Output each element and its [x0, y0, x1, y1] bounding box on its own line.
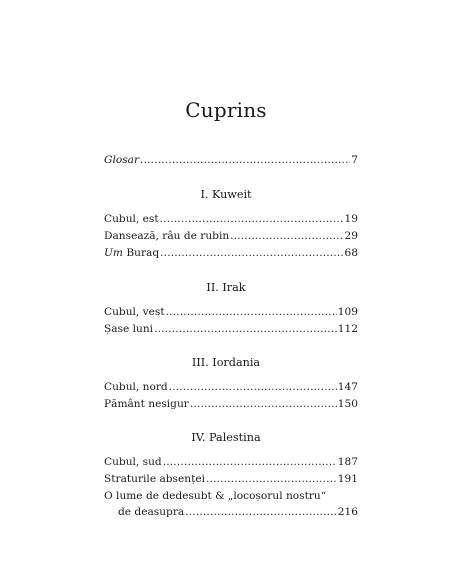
section-heading-iordania: III. Iordania [191, 356, 261, 369]
dot-leader [154, 321, 337, 337]
toc-entry-page: 109 [337, 306, 358, 318]
toc-entry-title: Glosar [104, 154, 140, 166]
toc-entry-page: 216 [337, 506, 358, 518]
dot-leader [160, 211, 344, 227]
toc-entry[interactable] [104, 304, 358, 320]
toc-entry-title-italic: Um [104, 247, 123, 259]
toc-entry-page: 7 [351, 154, 358, 166]
toc-entry[interactable] [104, 396, 358, 412]
page-title: Cuprins [185, 98, 267, 122]
dot-leader [230, 228, 343, 244]
dot-leader [206, 471, 337, 487]
toc-entry-title: Șase luni [104, 323, 154, 335]
toc-entry-title: Cubul, nord [104, 381, 168, 393]
dot-leader [185, 504, 337, 520]
toc-entry-title: Pământ nesigur [104, 398, 189, 410]
dot-leader [163, 454, 337, 470]
section-heading-kuweit: I. Kuweit [200, 188, 252, 201]
toc-entry-page: 68 [344, 247, 358, 259]
toc-entry-page: 19 [344, 213, 358, 225]
toc-entry-page: 187 [337, 456, 358, 468]
toc-entry-title: de deasupra [118, 506, 185, 518]
toc-entry[interactable] [104, 228, 358, 244]
dot-leader [169, 379, 337, 395]
toc-entry-title-rest: Buraq [122, 247, 160, 259]
toc-entry-title: Dansează, râu de rubin [104, 230, 230, 242]
toc-entry[interactable] [104, 245, 358, 261]
toc-entry[interactable] [104, 211, 358, 227]
toc-entry[interactable] [104, 504, 358, 520]
dot-leader [190, 396, 337, 412]
toc-entry-title: Cubul, est [104, 213, 159, 225]
toc-entry-glossary[interactable] [104, 152, 358, 168]
dot-leader [166, 304, 337, 320]
toc-entry[interactable] [104, 471, 358, 487]
toc-entry-title: Cubul, vest [104, 306, 165, 318]
section-heading-irak: II. Irak [206, 281, 246, 294]
toc-entry-page: 191 [337, 473, 358, 485]
toc-entry[interactable] [104, 454, 358, 470]
toc-entry[interactable] [104, 379, 358, 395]
toc-entry-page: 147 [337, 381, 358, 393]
dot-leader [160, 245, 343, 261]
section-heading-palestina: IV. Palestina [191, 431, 261, 444]
toc-entry-title [104, 245, 159, 261]
toc-entry-title-line1[interactable]: O lume de dedesubt & „locoșorul nostru“ [104, 490, 327, 502]
toc-entry-page: 112 [337, 323, 358, 335]
toc-entry-title: Cubul, sud [104, 456, 162, 468]
toc-entry-page: 29 [344, 230, 358, 242]
toc-entry-page: 150 [337, 398, 358, 410]
dot-leader [140, 152, 350, 168]
toc-entry-title: Straturile absenței [104, 473, 205, 485]
toc-entry[interactable] [104, 321, 358, 337]
